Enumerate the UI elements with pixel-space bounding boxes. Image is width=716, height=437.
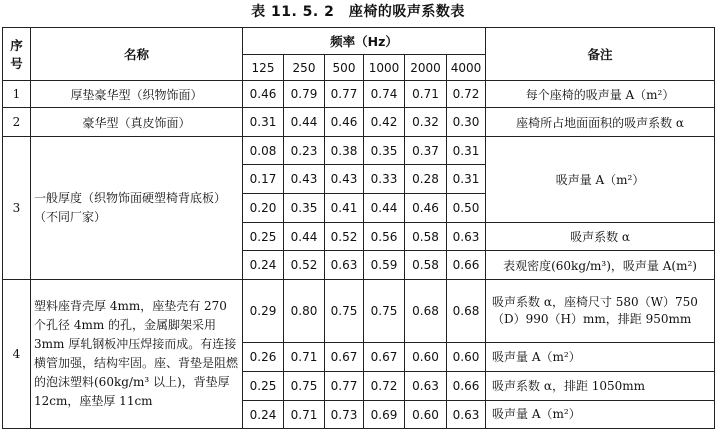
value-cell: 0.29 — [243, 280, 284, 343]
value-cell: 0.63 — [405, 372, 447, 401]
value-cell: 0.66 — [447, 251, 486, 280]
name-cell: 塑料座背壳厚 4mm，座垫壳有 270 个孔径 4mm 的孔，金属脚架采用 3mm 厚轧钢板冲压焊接而成。有连接横管加强，结构牢固。座、背垫是阻燃的泡沫塑料(60kg/m³ 以上)，背垫厚 12cm，座垫厚 11cm — [31, 280, 243, 429]
name-cell: 一般厚度（织物饰面硬塑椅背底板）（不同厂家） — [31, 137, 243, 280]
value-cell: 0.80 — [284, 280, 325, 343]
value-cell: 0.33 — [364, 165, 405, 194]
value-cell: 0.59 — [364, 251, 405, 280]
seq-cell: 4 — [3, 280, 31, 429]
name-cell: 厚垫豪华型（织物饰面） — [31, 81, 243, 108]
header-row — [3, 28, 715, 55]
absorption-table — [2, 27, 715, 429]
table-row — [3, 280, 715, 343]
value-cell: 0.71 — [405, 81, 447, 108]
value-cell: 0.25 — [243, 372, 284, 401]
header-frequency: 频率（Hz） — [243, 28, 486, 55]
value-cell: 0.58 — [405, 251, 447, 280]
note-cell: 吸声系数 α，座椅尺寸 580（W）750（D）990（H）mm，排距 950mm — [486, 280, 715, 343]
value-cell: 0.56 — [364, 223, 405, 251]
value-cell: 0.75 — [284, 372, 325, 401]
name-cell: 豪华型（真皮饰面） — [31, 108, 243, 137]
value-cell: 0.74 — [364, 81, 405, 108]
value-cell: 0.30 — [447, 108, 486, 137]
value-cell: 0.66 — [447, 372, 486, 401]
value-cell: 0.67 — [325, 343, 364, 372]
value-cell: 0.69 — [364, 401, 405, 429]
table-title: 表 11. 5. 2 座椅的吸声系数表 — [251, 4, 465, 20]
note-cell: 吸声量 A（m²） — [486, 137, 715, 223]
value-cell: 0.24 — [243, 251, 284, 280]
value-cell: 0.52 — [325, 223, 364, 251]
value-cell: 0.68 — [447, 280, 486, 343]
value-cell: 0.79 — [284, 81, 325, 108]
value-cell: 0.68 — [405, 280, 447, 343]
header-name: 名称 — [31, 28, 243, 81]
value-cell: 0.35 — [284, 194, 325, 223]
value-cell: 0.67 — [364, 343, 405, 372]
value-cell: 0.37 — [405, 137, 447, 165]
table-row — [3, 137, 715, 165]
value-cell: 0.77 — [325, 81, 364, 108]
value-cell: 0.63 — [447, 223, 486, 251]
value-cell: 0.60 — [405, 343, 447, 372]
value-cell: 0.31 — [447, 165, 486, 194]
note-cell: 吸声系数 α，排距 1050mm — [486, 372, 715, 401]
value-cell: 0.63 — [325, 251, 364, 280]
value-cell: 0.60 — [447, 343, 486, 372]
value-cell: 0.44 — [284, 223, 325, 251]
value-cell: 0.17 — [243, 165, 284, 194]
seq-cell: 2 — [3, 108, 31, 137]
value-cell: 0.23 — [284, 137, 325, 165]
value-cell: 0.46 — [325, 108, 364, 137]
value-cell: 0.38 — [325, 137, 364, 165]
value-cell: 0.58 — [405, 223, 447, 251]
value-cell: 0.46 — [405, 194, 447, 223]
value-cell: 0.43 — [284, 165, 325, 194]
seq-cell: 3 — [3, 137, 31, 280]
freq-125: 125 — [243, 55, 284, 81]
value-cell: 0.41 — [325, 194, 364, 223]
value-cell: 0.50 — [447, 194, 486, 223]
value-cell: 0.31 — [243, 108, 284, 137]
value-cell: 0.72 — [364, 372, 405, 401]
value-cell: 0.77 — [325, 372, 364, 401]
value-cell: 0.44 — [364, 194, 405, 223]
freq-1000: 1000 — [364, 55, 405, 81]
value-cell: 0.71 — [284, 401, 325, 429]
note-cell: 每个座椅的吸声量 A（m²） — [486, 81, 715, 108]
value-cell: 0.08 — [243, 137, 284, 165]
note-cell: 吸声量 A（m²） — [486, 401, 715, 429]
seq-cell: 1 — [3, 81, 31, 108]
value-cell: 0.71 — [284, 343, 325, 372]
value-cell: 0.42 — [364, 108, 405, 137]
freq-250: 250 — [284, 55, 325, 81]
freq-4000: 4000 — [447, 55, 486, 81]
note-cell: 表观密度(60kg/m³)，吸声量 A(m²) — [486, 251, 715, 280]
value-cell: 0.73 — [325, 401, 364, 429]
note-cell: 吸声系数 α — [486, 223, 715, 251]
value-cell: 0.60 — [405, 401, 447, 429]
value-cell: 0.52 — [284, 251, 325, 280]
value-cell: 0.31 — [447, 137, 486, 165]
freq-2000: 2000 — [405, 55, 447, 81]
value-cell: 0.63 — [447, 401, 486, 429]
value-cell: 0.24 — [243, 401, 284, 429]
value-cell: 0.44 — [284, 108, 325, 137]
value-cell: 0.72 — [447, 81, 486, 108]
value-cell: 0.25 — [243, 223, 284, 251]
value-cell: 0.26 — [243, 343, 284, 372]
value-cell: 0.75 — [364, 280, 405, 343]
note-cell: 座椅所占地面面积的吸声系数 α — [486, 108, 715, 137]
value-cell: 0.43 — [325, 165, 364, 194]
table-row — [3, 81, 715, 108]
value-cell: 0.35 — [364, 137, 405, 165]
freq-500: 500 — [325, 55, 364, 81]
header-seq: 序号 — [3, 28, 31, 81]
table-row — [3, 108, 715, 137]
value-cell: 0.20 — [243, 194, 284, 223]
value-cell: 0.28 — [405, 165, 447, 194]
note-cell: 吸声量 A（m²） — [486, 343, 715, 372]
header-note: 备注 — [486, 28, 715, 81]
value-cell: 0.32 — [405, 108, 447, 137]
value-cell: 0.46 — [243, 81, 284, 108]
value-cell: 0.75 — [325, 280, 364, 343]
